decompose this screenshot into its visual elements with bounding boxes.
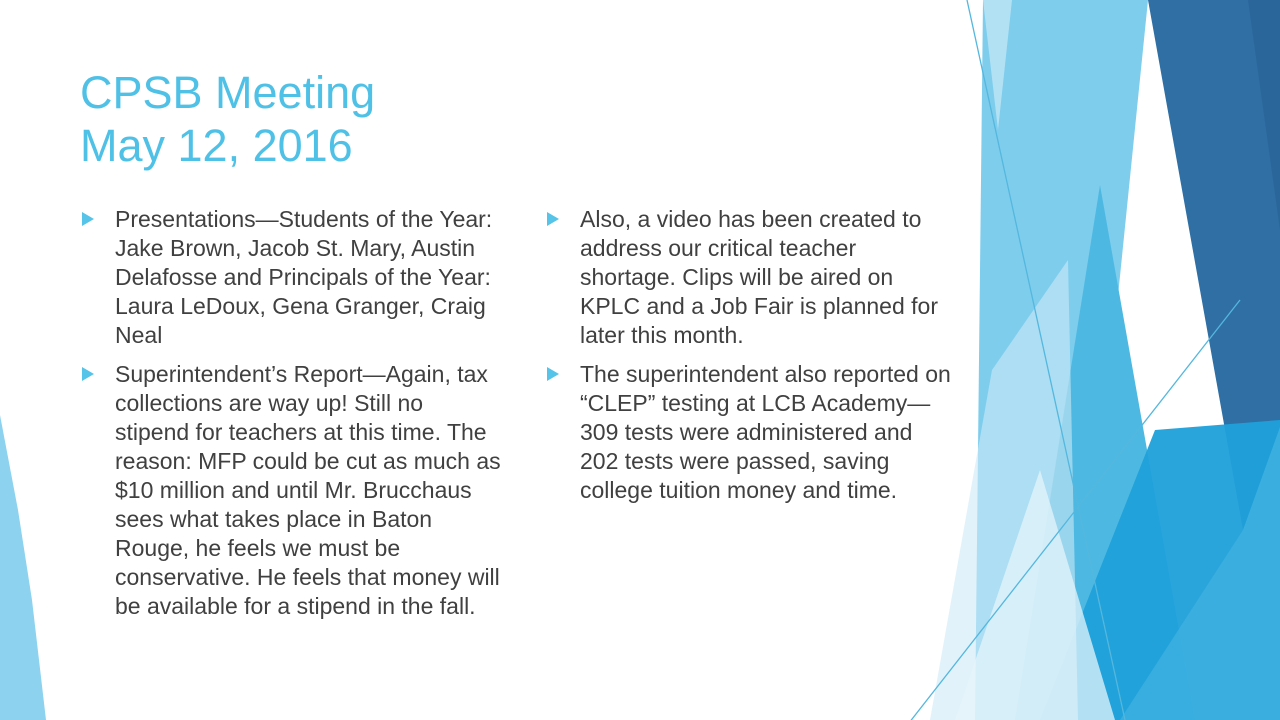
title-line-1: CPSB Meeting — [80, 67, 376, 118]
bullet-text: Presentations—Students of the Year: Jake Brown, Jacob St. Mary, Austin Delafosse and Principals of the Year: Laura LeDoux, Gena Granger, Craig Neal — [115, 206, 493, 348]
bullet-text: Also, a video has been created to address our critical teacher shortage. Clips will be aired on KPLC and a Job Fair is planned for later this month. — [580, 206, 938, 348]
bullet-text: The superintendent also reported on “CLEP” testing at LCB Academy—309 tests were administered and 202 tests were passed, saving college tuition money and time. — [580, 361, 951, 503]
bullet-triangle-icon — [82, 212, 94, 226]
bullet-item — [547, 205, 957, 350]
slide-title — [80, 66, 780, 172]
right-column — [547, 205, 957, 515]
bullet-triangle-icon — [547, 212, 559, 226]
bullet-item — [82, 205, 502, 350]
bullet-item — [82, 360, 502, 621]
bullet-triangle-icon — [82, 367, 94, 381]
bullet-text: Superintendent’s Report—Again, tax collections are way up! Still no stipend for teachers at this time. The reason: MFP could be cut as much as $10 million and until Mr. Brucchaus sees what takes place in Baton Rouge, he feels we must be conservative. He feels that money will be available for a stipend in the fall. — [115, 361, 501, 619]
bullet-triangle-icon — [547, 367, 559, 381]
title-line-2: May 12, 2016 — [80, 120, 353, 171]
left-column — [82, 205, 502, 631]
bullet-item — [547, 360, 957, 505]
left-strip-facet — [0, 415, 46, 720]
